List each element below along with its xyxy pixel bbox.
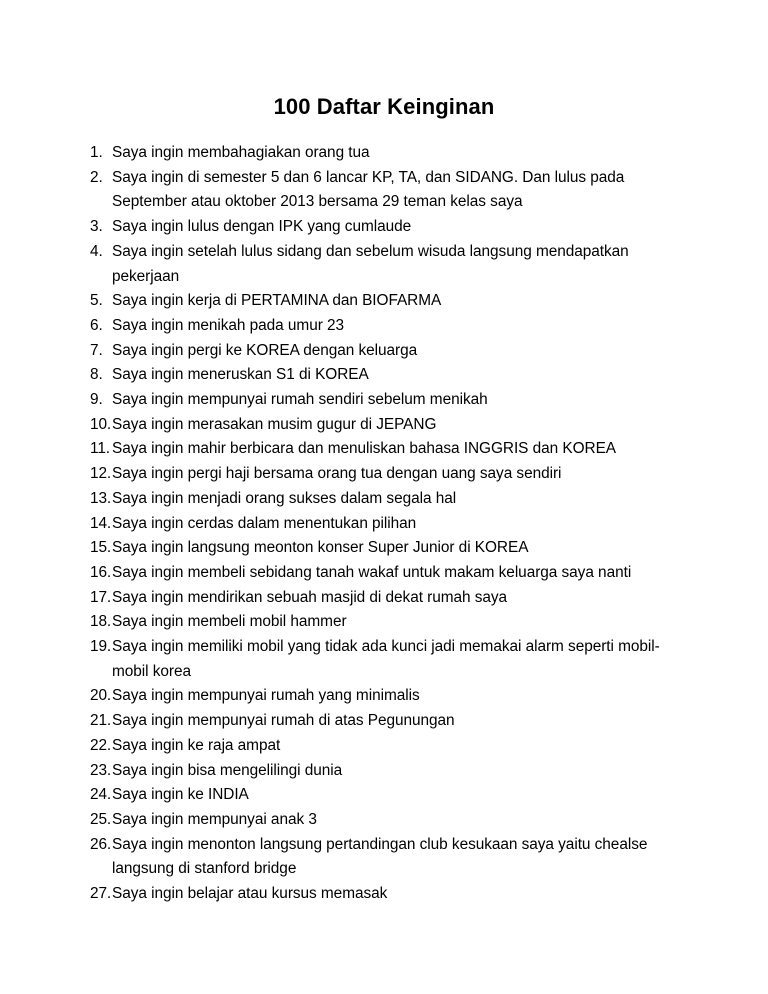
item-number: 4. <box>90 242 103 260</box>
item-number: 9. <box>90 391 103 409</box>
item-text: Saya ingin membeli mobil hammer <box>112 613 347 631</box>
list-item <box>90 141 700 166</box>
item-number: 12. <box>90 465 112 483</box>
item-number: 3. <box>90 218 103 236</box>
list-item <box>90 462 700 487</box>
item-text: Saya ingin ke raja ampat <box>112 736 281 754</box>
item-number: 2. <box>90 168 103 186</box>
list-item <box>90 635 700 684</box>
list-item <box>90 783 700 808</box>
item-text: Saya ingin mempunyai rumah sendiri sebelum menikah <box>112 391 488 409</box>
list-item <box>90 759 700 784</box>
item-number: 18. <box>90 613 112 631</box>
item-number: 10. <box>90 415 112 433</box>
item-text: Saya ingin membahagiakan orang tua <box>112 144 370 161</box>
list-item <box>90 586 700 611</box>
list-item <box>90 709 700 734</box>
item-number: 19. <box>90 638 112 656</box>
item-text: Saya ingin setelah lulus sidang dan sebelum wisuda langsung mendapatkan pekerjaan <box>112 242 629 285</box>
item-number: 11. <box>90 440 110 458</box>
list-item <box>90 536 700 561</box>
item-text: Saya ingin langsung meonton konser Super Junior di KOREA <box>112 539 529 557</box>
item-number: 22. <box>90 736 112 754</box>
item-number: 15. <box>90 539 112 557</box>
item-number: 27. <box>90 885 112 903</box>
item-text: Saya ingin mahir berbicara dan menuliskan bahasa INGGRIS dan KOREA <box>112 440 616 458</box>
item-text: Saya ingin di semester 5 dan 6 lancar KP, TA, dan SIDANG. Dan lulus pada September atau oktober 2013 bersama 29 teman kelas saya <box>112 168 625 211</box>
item-number: 8. <box>90 366 103 384</box>
item-number: 20. <box>90 687 112 705</box>
list-item <box>90 882 700 907</box>
item-text: Saya ingin mempunyai rumah di atas Pegunungan <box>112 712 455 730</box>
item-text: Saya ingin mendirikan sebuah masjid di dekat rumah saya <box>112 588 508 606</box>
list-item <box>90 413 700 438</box>
list-item <box>90 561 700 586</box>
item-number: 7. <box>90 341 103 359</box>
list-item <box>90 289 700 314</box>
item-text: Saya ingin mempunyai rumah yang minimalis <box>112 687 420 705</box>
list-item <box>90 833 700 882</box>
item-number: 26. <box>90 835 112 853</box>
item-text: Saya ingin memiliki mobil yang tidak ada kunci jadi memakai alarm seperti mobil-mobil korea <box>112 638 660 680</box>
list-item <box>90 166 700 215</box>
list-item <box>90 684 700 709</box>
list-item <box>90 487 700 512</box>
list-item <box>90 437 700 462</box>
item-text: Saya ingin bisa mengelilingi dunia <box>112 761 343 779</box>
list-item <box>90 339 700 364</box>
list-item <box>90 314 700 339</box>
item-number: 6. <box>90 316 103 334</box>
item-text: Saya ingin ke INDIA <box>112 786 249 804</box>
item-text: Saya ingin cerdas dalam menentukan pilihan <box>112 514 417 532</box>
item-number: 16. <box>90 563 112 581</box>
item-number: 5. <box>90 292 103 310</box>
list-item <box>90 610 700 635</box>
item-number: 23. <box>90 761 112 779</box>
list-item <box>90 512 700 537</box>
item-text: Saya ingin membeli sebidang tanah wakaf untuk makam keluarga saya nanti <box>112 563 632 581</box>
list-item <box>90 808 700 833</box>
item-text: Saya ingin menikah pada umur 23 <box>112 316 345 334</box>
item-number: 13. <box>90 489 112 507</box>
item-text: Saya ingin belajar atau kursus memasak <box>112 885 388 903</box>
item-text: Saya ingin kerja di PERTAMINA dan BIOFARMA <box>112 292 442 310</box>
list-item <box>90 388 700 413</box>
list-item <box>90 734 700 759</box>
item-text: Saya ingin lulus dengan IPK yang cumlaude <box>112 218 412 236</box>
item-number: 25. <box>90 810 112 828</box>
list-item <box>90 240 700 289</box>
item-number: 1. <box>90 144 103 161</box>
page-title: 100 Daftar Keinginan <box>273 94 495 119</box>
list-item <box>90 215 700 240</box>
item-text: Saya ingin menonton langsung pertandingan club kesukaan saya yaitu chealse langsung di stanford bridge <box>112 835 648 878</box>
item-text: Saya ingin pergi ke KOREA dengan keluarga <box>112 341 418 359</box>
item-number: 14. <box>90 514 112 532</box>
item-text: Saya ingin merasakan musim gugur di JEPANG <box>112 415 437 433</box>
item-text: Saya ingin mempunyai anak 3 <box>112 810 317 828</box>
item-text: Saya ingin pergi haji bersama orang tua dengan uang saya sendiri <box>112 465 562 483</box>
item-text: Saya ingin meneruskan S1 di KOREA <box>112 366 369 384</box>
wish-list <box>90 141 700 907</box>
item-number: 17. <box>90 588 112 606</box>
item-text: Saya ingin menjadi orang sukses dalam segala hal <box>112 489 457 507</box>
item-number: 24. <box>90 786 112 804</box>
list-item <box>90 363 700 388</box>
item-number: 21. <box>90 712 112 730</box>
